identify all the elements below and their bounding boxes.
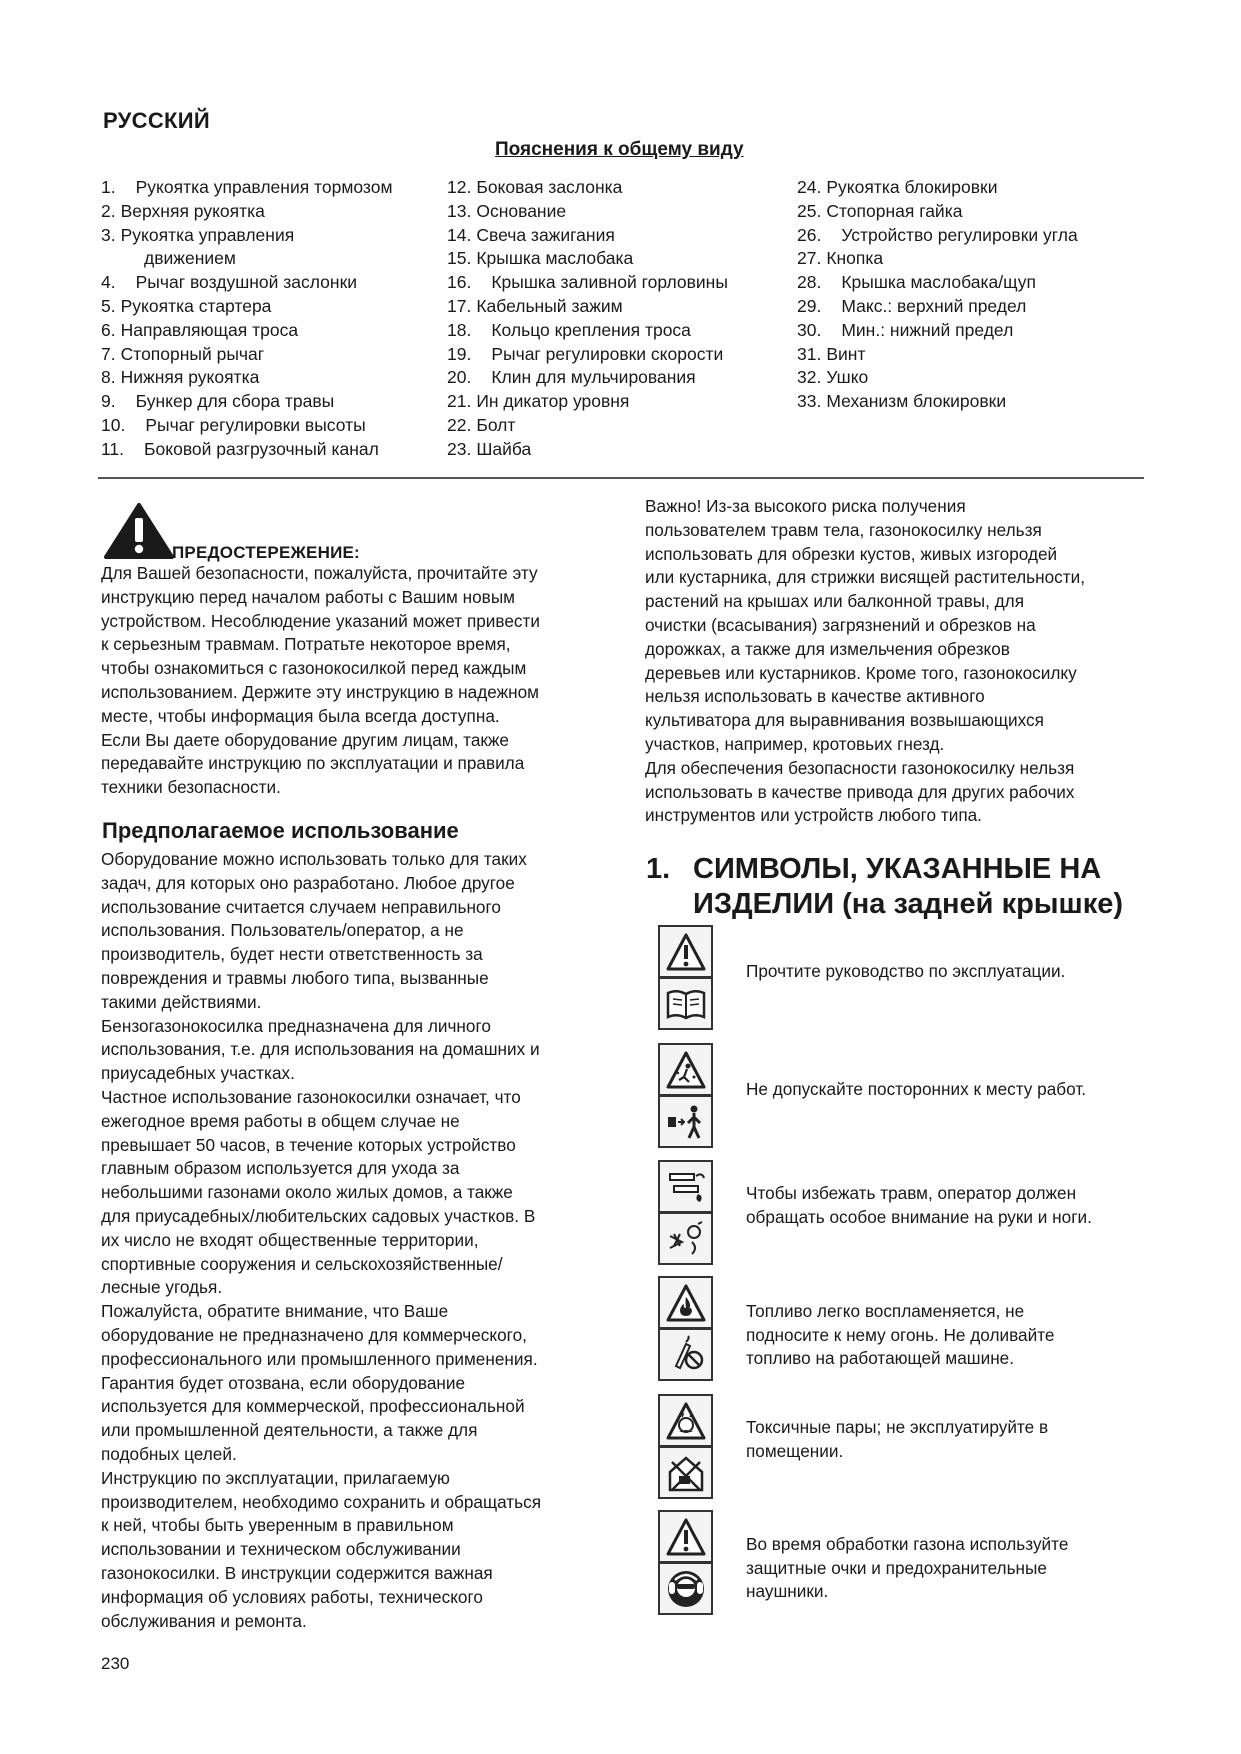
legend-item-label: Механизм блокировки	[826, 391, 1007, 412]
intended-use-line: или промышленной деятельности, а также для	[101, 1420, 478, 1441]
symbol-description	[746, 1078, 1146, 1102]
legend-title: Пояснения к общему виду	[495, 139, 744, 160]
intended-use-line: использования, т.е. для использования на домашних и	[101, 1039, 540, 1060]
legend-item-number: 23.	[447, 438, 472, 459]
ear-eye-protection-icon	[658, 1562, 713, 1615]
legend-item-number: 12.	[447, 177, 472, 197]
legend-item	[797, 295, 1137, 319]
legend-item-number: 8.	[101, 367, 116, 388]
intended-use-line: ежегодное время работы в общем случае не	[101, 1110, 460, 1131]
symbol-description-line: Не допускайте посторонних к месту работ.	[746, 1079, 1087, 1099]
legend-item-number: 25.	[797, 200, 822, 221]
legend-item-label: Болт	[476, 414, 516, 435]
important-notice-line: дорожках, а также для измельчения обрезков	[645, 638, 1010, 659]
legend-item-number: 22.	[447, 414, 472, 435]
intended-use-line: использование считается случаем неправильного	[101, 896, 501, 917]
intended-use-line: газонокосилки. В инструкции содержится важная	[101, 1562, 493, 1583]
legend-item-number: 24.	[797, 177, 822, 197]
legend-item-label: Кнопка	[826, 248, 884, 269]
warning-title: ПРЕДОСТЕРЕЖЕНИЕ:	[172, 543, 360, 562]
legend-item	[797, 200, 1137, 224]
legend-item-number: 31.	[797, 343, 822, 364]
intended-use-line: производитель, будет нести ответственность за	[101, 944, 483, 965]
page-number: 230	[101, 1654, 130, 1673]
legend-item	[101, 438, 441, 462]
legend-item	[797, 271, 1137, 295]
legend-item-number: 7.	[101, 343, 116, 364]
legend-item-label: Бункер для сбора травы	[135, 391, 335, 412]
legend-item-number: 33.	[797, 391, 822, 412]
important-notice-line: Важно! Из-за высокого риска получения	[645, 496, 966, 516]
legend-item	[101, 366, 441, 390]
legend-item-number: 26.	[797, 224, 822, 245]
symbol-description-line: Топливо легко воспламеняется, не	[746, 1301, 1025, 1321]
legend-item	[797, 247, 1137, 271]
intended-use-line: для приусадебных/любительских садовых участков. В	[101, 1205, 536, 1226]
important-notice-line: или кустарника, для стрижки висящей растительности,	[645, 567, 1086, 588]
legend-item	[101, 390, 441, 414]
legend-item-label: Мин.: нижний предел	[841, 319, 1014, 340]
warning-text-line: Для Вашей безопасности, пожалуйста, прочитайте эту	[101, 563, 538, 583]
legend-item	[797, 319, 1137, 343]
legend-item-label: Рукоятка управления	[120, 224, 295, 245]
important-notice-line: деревьев или кустарников. Кроме того, газонокосилку	[645, 662, 1077, 683]
legend-item	[101, 224, 441, 248]
intended-use-line: лесные угодья.	[101, 1277, 223, 1298]
intended-use-line: используется для коммерческой, профессиональной	[101, 1396, 525, 1417]
legend-item	[797, 366, 1137, 390]
legend-item	[797, 224, 1137, 248]
section-number: 1.	[646, 853, 671, 885]
legend-item-number: 14.	[447, 224, 472, 245]
foot-blade-icon	[658, 1212, 713, 1265]
legend-item-number: 30.	[797, 319, 822, 340]
legend-item	[101, 414, 441, 438]
legend-item-label: Рычаг регулировки высоты	[145, 414, 366, 435]
legend-item-label: Ин дикатор уровня	[476, 391, 630, 412]
legend-item-label: Свеча зажигания	[476, 224, 615, 245]
legend-item-label: Крышка маслобака	[476, 248, 634, 269]
warning-triangle-icon	[658, 925, 713, 978]
legend-item	[447, 271, 787, 295]
legend-item-label: Стопорный рычаг	[120, 343, 265, 364]
intended-use-line: превышает 50 часов, в течение которых устройство	[101, 1134, 516, 1155]
symbol-description-line: обращать особое внимание на руки и ноги.	[746, 1206, 1092, 1227]
symbol-description	[746, 960, 1146, 984]
legend-item-label: Нижняя рукоятка	[120, 367, 260, 388]
hand-blade-icon	[658, 1160, 713, 1213]
important-notice-line: пользователем травм тела, газонокосилку нельзя	[645, 519, 1042, 540]
warning-triangle-icon	[658, 1510, 713, 1563]
legend-item-number: 6.	[101, 319, 116, 340]
intended-use-line: обслуживания и ремонта.	[101, 1610, 307, 1631]
intended-use-line: повреждения и травмы любого типа, вызванные	[101, 967, 489, 988]
legend-item	[447, 366, 787, 390]
warning-text-line: чтобы ознакомиться с газонокосилкой перед каждым	[101, 658, 527, 679]
legend-item	[447, 390, 787, 414]
warning-text-line: передавайте инструкцию по эксплуатации и правила	[101, 753, 525, 774]
legend-item-label: движением	[144, 248, 236, 269]
legend-item-label: Ушко	[826, 367, 869, 388]
legend-item	[101, 247, 441, 271]
legend-item-label: Направляющая троса	[120, 319, 299, 340]
legend-item-number: 2.	[101, 200, 116, 221]
keep-distance-icon	[658, 1095, 713, 1148]
symbol-description	[746, 1533, 1146, 1604]
symbol-description-line: Во время обработки газона используйте	[746, 1534, 1069, 1554]
intended-use-line: главным образом используется для ухода за	[101, 1158, 460, 1179]
legend-item-number: 10.	[101, 414, 126, 435]
legend-item	[447, 319, 787, 343]
legend-column-3	[797, 176, 1137, 414]
legend-item-label: Кабельный зажим	[476, 295, 623, 316]
warning-text-line: техники безопасности.	[101, 777, 281, 798]
warning-text	[101, 562, 603, 800]
legend-item-label: Боковая заслонка	[476, 177, 623, 197]
legend-item-number: 27.	[797, 248, 822, 269]
legend-item-number: 32.	[797, 367, 822, 388]
legend-item-number: 18.	[447, 319, 472, 340]
legend-item	[101, 176, 441, 200]
legend-item-label: Макс.: верхний предел	[841, 295, 1027, 316]
intended-use-line: Пожалуйста, обратите внимание, что Ваше	[101, 1301, 449, 1322]
legend-item-number: 16.	[447, 272, 472, 293]
symbol-description-line: Прочтите руководство по эксплуатации.	[746, 961, 1066, 981]
legend-item	[447, 176, 787, 200]
legend-item-label: Клин для мульчирования	[491, 367, 696, 388]
important-notice-line: культиватора для выравнивания возвышающихся	[645, 710, 1044, 731]
legend-item-number: 19.	[447, 343, 472, 364]
intended-use-line: такими действиями.	[101, 991, 262, 1012]
legend-item	[101, 295, 441, 319]
manual-book-icon	[658, 977, 713, 1030]
legend-item-number: 28.	[797, 272, 822, 293]
symbol-description	[746, 1300, 1146, 1371]
legend-item-label: Шайба	[476, 438, 532, 459]
legend-item-number: 29.	[797, 295, 822, 316]
intended-use-line: спортивные сооружения и сельскохозяйственные/	[101, 1253, 503, 1274]
intended-use-line: производителем, необходимо сохранить и обращаться	[101, 1491, 542, 1512]
legend-item-label: Верхняя рукоятка	[120, 200, 265, 221]
legend-item	[797, 176, 1137, 200]
legend-item	[101, 200, 441, 224]
legend-item	[447, 224, 787, 248]
intended-use-heading: Предполагаемое использование	[102, 818, 459, 843]
warning-text-line: инструкцию перед началом работы с Вашим новым	[101, 586, 515, 607]
thrown-objects-icon	[658, 1043, 713, 1096]
legend-item	[101, 271, 441, 295]
legend-item-number: 5.	[101, 295, 116, 316]
intended-use-line: использования. Пользователь/оператор, а не	[101, 920, 464, 941]
intended-use-line: их число не входят общественные территории,	[101, 1229, 479, 1250]
intended-use-line: Бензогазонокосилка предназначена для личного	[101, 1015, 491, 1036]
legend-item-label: Рычаг воздушной заслонки	[135, 272, 358, 293]
legend-item-label: Крышка маслобака/щуп	[841, 272, 1036, 293]
legend-item-label: Боковой разгрузочный канал	[144, 438, 379, 459]
intended-use-line: информация об условиях работы, технического	[101, 1586, 483, 1607]
intended-use-line: Частное использование газонокосилки означает, что	[101, 1086, 521, 1107]
legend-item	[447, 247, 787, 271]
important-notice-line: использовать в качестве привода для других рабочих	[645, 781, 1075, 802]
intended-use-line: оборудование не предназначено для коммерческого,	[101, 1324, 527, 1345]
legend-item	[797, 390, 1137, 414]
important-notice-line: участков, например, кротовьих гнезд.	[645, 733, 945, 754]
legend-item-label: Кольцо крепления троса	[491, 319, 691, 340]
legend-item-number: 17.	[447, 295, 472, 316]
legend-item	[447, 295, 787, 319]
symbol-description-line: Чтобы избежать травм, оператор должен	[746, 1183, 1077, 1203]
no-indoor-icon	[658, 1446, 713, 1499]
section-1-heading	[646, 852, 1123, 922]
legend-item-number: 9.	[101, 391, 116, 412]
legend-item-number: 4.	[101, 272, 116, 293]
intended-use-line: небольшими газонами около жилых домов, а также	[101, 1182, 513, 1203]
symbol-description-line: наушники.	[746, 1581, 829, 1601]
intended-use-line: профессионального или промышленного применения.	[101, 1348, 538, 1369]
legend-item-label: Стопорная гайка	[826, 200, 963, 221]
legend-item-label: Рукоятка стартера	[120, 295, 272, 316]
legend-item-label: Устройство регулировки угла	[841, 224, 1078, 245]
legend-item-label: Крышка заливной горловины	[491, 272, 728, 293]
symbol-description-line: подносите к нему огонь. Не доливайте	[746, 1324, 1055, 1345]
legend-item-number: 3.	[101, 224, 116, 245]
intended-use-line: подобных целей.	[101, 1443, 237, 1464]
intended-use-line: к ней, чтобы быть уверенным в правильном	[101, 1515, 454, 1536]
symbol-description-line: Токсичные пары; не эксплуатируйте в	[746, 1417, 1049, 1437]
legend-item-label: Рукоятка блокировки	[826, 177, 998, 197]
legend-item	[101, 319, 441, 343]
legend-item	[447, 438, 787, 462]
legend-item-label: Рукоятка управления тормозом	[135, 177, 393, 197]
legend-item-number: 11.	[101, 438, 125, 459]
important-notice-line: нельзя использовать в качестве активного	[645, 686, 985, 707]
legend-item-label: Рычаг регулировки скорости	[491, 343, 724, 364]
legend-item	[447, 414, 787, 438]
symbol-description	[746, 1182, 1146, 1229]
symbol-description-line: помещении.	[746, 1440, 844, 1461]
warning-text-line: устройством. Несоблюдение указаний может привести	[101, 610, 540, 631]
legend-item-number: 20.	[447, 367, 472, 388]
intended-use-line: задач, для которых оно разработано. Любое другое	[101, 872, 515, 893]
important-notice-line: Для обеспечения безопасности газонокосилку нельзя	[645, 757, 1075, 778]
important-notice-line: использовать для обрезки кустов, живых изгородей	[645, 543, 1058, 564]
important-notice-line: инструментов или устройств любого типа.	[645, 805, 982, 826]
warning-text-line: Если Вы даете оборудование другим лицам, также	[101, 729, 509, 750]
legend-item	[101, 343, 441, 367]
intended-use-line: приусадебных участках.	[101, 1063, 295, 1084]
warning-text-line: к серьезным травмам. Потратьте некоторое время,	[101, 634, 511, 655]
language-heading: РУССКИЙ	[103, 108, 210, 133]
intended-use-line: Инструкцию по эксплуатации, прилагаемую	[101, 1467, 450, 1488]
section-title-line-2: ИЗДЕЛИИ (на задней крышке)	[693, 888, 1124, 920]
legend-item-number: 1.	[101, 177, 116, 197]
intended-use-line: Оборудование можно использовать только для таких	[101, 849, 527, 869]
legend-item	[447, 200, 787, 224]
intended-use-line: использовании и техническом обслуживании	[101, 1539, 461, 1560]
legend-item-number: 15.	[447, 248, 472, 269]
legend-column-1	[101, 176, 441, 462]
legend-item-label: Винт	[826, 343, 866, 364]
legend-item-number: 21.	[447, 391, 472, 412]
symbol-description	[746, 1416, 1146, 1463]
legend-item-number: 13.	[447, 200, 472, 221]
toxic-fumes-icon	[658, 1394, 713, 1447]
no-fire-icon	[658, 1328, 713, 1381]
flammable-icon	[658, 1276, 713, 1329]
warning-text-line: месте, чтобы информация была всегда доступна.	[101, 705, 500, 726]
legend-item-label: Основание	[476, 200, 567, 221]
symbol-description-line: топливо на работающей машине.	[746, 1348, 1015, 1368]
section-title-line-1: СИМВОЛЫ, УКАЗАННЫЕ НА	[693, 853, 1102, 885]
warning-triangle-icon	[103, 502, 175, 560]
intended-use-line: Гарантия будет отозвана, если оборудование	[101, 1372, 466, 1393]
legend-column-2	[447, 176, 787, 462]
intended-use-text	[101, 848, 603, 1633]
legend-item	[797, 343, 1137, 367]
legend-item	[447, 343, 787, 367]
section-divider	[98, 477, 1144, 479]
important-notice-line: растений на крышах или балконной травы, для	[645, 591, 1025, 612]
symbol-description-line: защитные очки и предохранительные	[746, 1557, 1047, 1578]
warning-text-line: использованием. Держите эту инструкцию в надежном	[101, 681, 539, 702]
important-notice-text	[645, 495, 1145, 828]
important-notice-line: очистки (всасывания) загрязнений и обрезков на	[645, 614, 1036, 635]
